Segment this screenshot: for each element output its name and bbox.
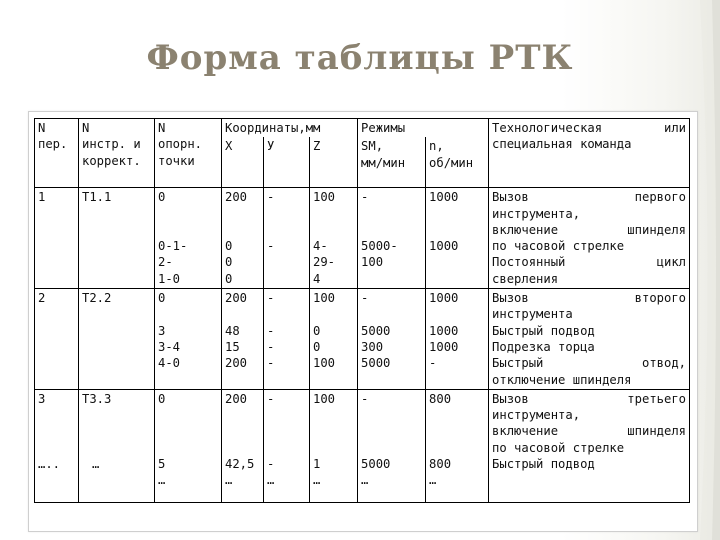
rtk-table bbox=[34, 118, 690, 503]
point-cell: 0 3 3-4 4-0 bbox=[155, 289, 222, 390]
slide-title: Форма таблицы РТК bbox=[146, 38, 574, 78]
x-cell: 200 42,5 … bbox=[222, 389, 264, 502]
tool-id: Т1.1 bbox=[79, 188, 155, 289]
feed-cell: - 5000 300 5000 bbox=[358, 289, 426, 390]
header-command: Технологическая или специальная команда bbox=[489, 119, 690, 188]
y-cell: - - … bbox=[264, 389, 310, 502]
z-cell: 100 1 … bbox=[310, 389, 358, 502]
y-cell: - - bbox=[264, 188, 310, 289]
command-cell: Вызов первого инструмента, включение шпинделя по часовой стрелке Постоянный цикл сверления bbox=[489, 188, 690, 289]
header-x: X bbox=[222, 137, 264, 188]
header-coordinates-group: Координаты,мм bbox=[222, 119, 358, 138]
step-number: 3 ….. bbox=[35, 389, 79, 502]
z-cell: 100 4- 29- 4 bbox=[310, 188, 358, 289]
y-cell: - - - - bbox=[264, 289, 310, 390]
table-row bbox=[35, 188, 690, 289]
x-cell: 200 48 15 200 bbox=[222, 289, 264, 390]
point-cell: 0 0-1- 2- 1-0 bbox=[155, 188, 222, 289]
header-z: Z bbox=[310, 137, 358, 188]
header-row bbox=[35, 119, 690, 138]
header-tool-correction: N инстр. и коррект. bbox=[79, 119, 155, 188]
spindle-cell: 800 800 … bbox=[426, 389, 489, 502]
tool-id: Т2.2 bbox=[79, 289, 155, 390]
header-feed-s: SM, мм/мин bbox=[358, 137, 426, 188]
command-cell: Вызов третьего инструмента, включение шпинделя по часовой стрелке Быстрый подвод bbox=[489, 389, 690, 502]
table-row bbox=[35, 389, 690, 502]
step-number: 2 bbox=[35, 289, 79, 390]
feed-cell: - 5000 … bbox=[358, 389, 426, 502]
table-row bbox=[35, 289, 690, 390]
feed-cell: - 5000- 100 bbox=[358, 188, 426, 289]
tool-id: Т3.3 … bbox=[79, 389, 155, 502]
step-number: 1 bbox=[35, 188, 79, 289]
header-modes-group: Режимы bbox=[358, 119, 489, 138]
header-y: У bbox=[264, 137, 310, 188]
rtk-table-sheet bbox=[28, 111, 698, 532]
command-cell: Вызов второго инструмента Быстрый подвод Подрезка торца Быстрый отвод, отключение шпинделя bbox=[489, 289, 690, 390]
header-spindle-n: n, об/мин bbox=[426, 137, 489, 188]
z-cell: 100 0 0 100 bbox=[310, 289, 358, 390]
spindle-cell: 1000 1000 bbox=[426, 188, 489, 289]
header-step-number: N пер. bbox=[35, 119, 79, 188]
header-reference-point: N опорн. точки bbox=[155, 119, 222, 188]
point-cell: 0 5 … bbox=[155, 389, 222, 502]
x-cell: 200 0 0 0 bbox=[222, 188, 264, 289]
spindle-cell: 1000 1000 1000 - bbox=[426, 289, 489, 390]
